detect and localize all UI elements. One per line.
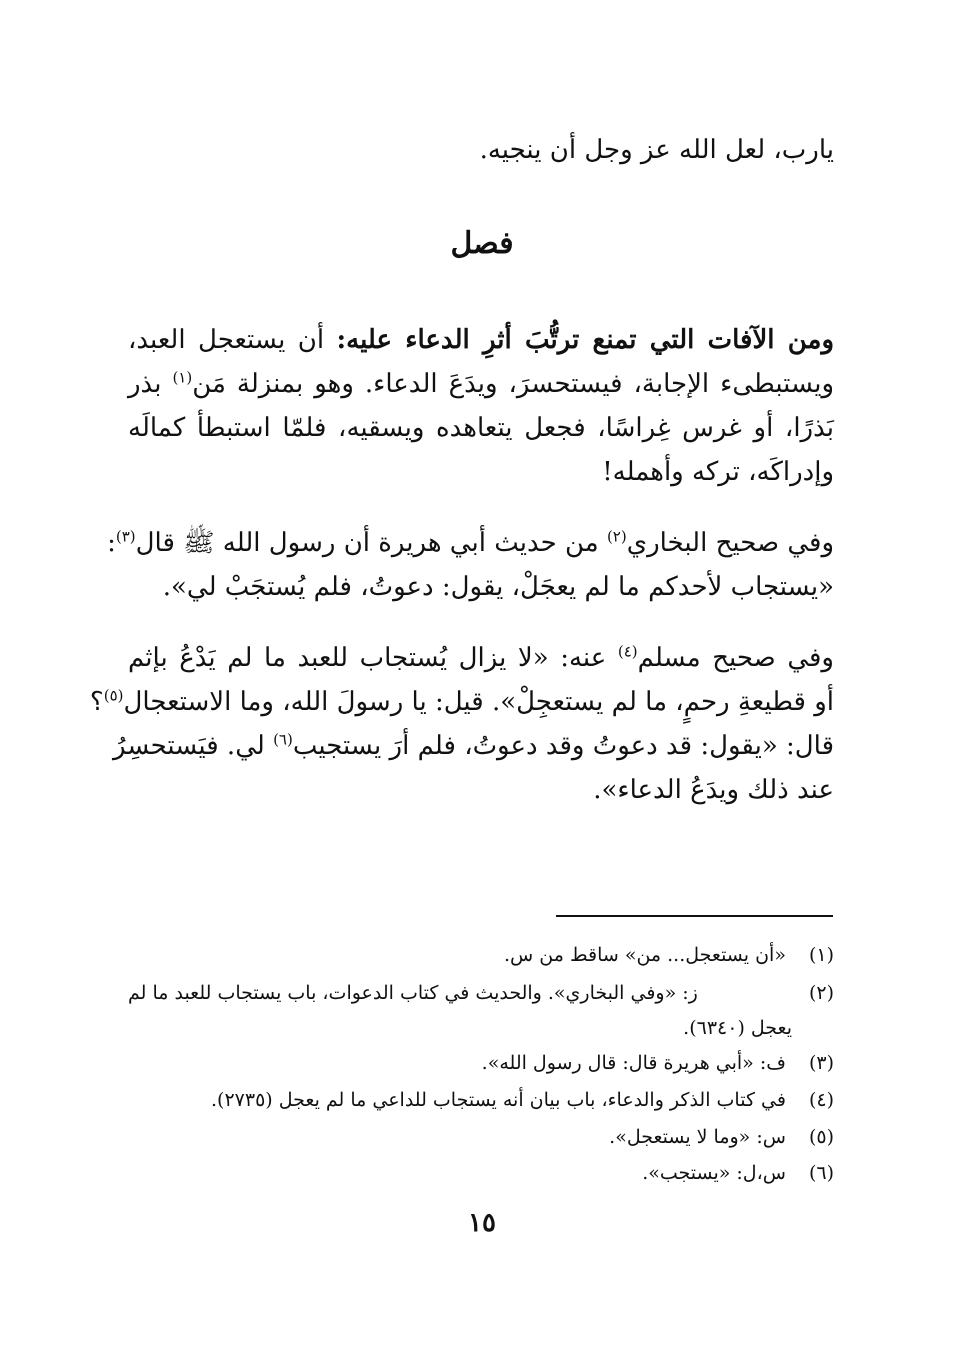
p3-line-1-a: وفي صحيح مسلم (637, 643, 834, 673)
p2-line-1-c: : (107, 528, 116, 558)
p3-line-1 (128, 638, 834, 678)
p1-line-2-a: ويستبطىء الإجابة، فيستحسرَ، ويدَعَ الدعاء. وهو بمنزلة مَن (192, 369, 835, 399)
footnote-6 (128, 1158, 834, 1188)
p2-line-2: «يستجاب لأحدكم ما لم يعجَلْ، يقول: دعوتُ، فلم يُستجَبْ لي». (162, 572, 834, 602)
footnote-2-continuation (128, 1013, 834, 1043)
footnote-5 (128, 1122, 834, 1152)
p1-line-2 (128, 364, 834, 404)
section-heading: فصل (450, 226, 514, 261)
p2-line-1 (107, 523, 834, 563)
p1-line-4: وإدراكَه، تركه وأهمله! (602, 457, 834, 487)
top-line: يارب، لعل الله عز وجل أن ينجيه. (479, 135, 834, 165)
footnote-ref-6[interactable]: (٦) (273, 730, 293, 749)
page-number: ١٥ (468, 1208, 496, 1238)
p1-bold-lead: ومن الآفات التي تمنع ترتُّبَ أثرِ الدعاء عليه: (336, 325, 835, 355)
p2-line-1-b: من حديث أبي هريرة أن رسول الله ﷺ قال (135, 528, 599, 558)
footnote-4 (128, 1085, 834, 1115)
footnote-ref-3[interactable]: (٣) (115, 527, 136, 546)
footnote-ref-1[interactable]: (١) (172, 368, 193, 387)
footnote-text: ف: «أبي هريرة قال: قال رسول الله». (481, 1052, 786, 1074)
footnote-text: «أن يستعجل... من» ساقط من س. (504, 944, 786, 966)
p3-line-2 (89, 682, 834, 722)
p3-line-3 (113, 726, 834, 766)
p2-line-1-a: وفي صحيح البخاري (626, 528, 834, 558)
footnote-number: (٦) (808, 1162, 834, 1184)
footnote-number: (٢) (808, 982, 834, 1004)
p3-line-3-b: لي. فيَستحسِرُ (113, 731, 265, 761)
footnote-text: في كتاب الذكر والدعاء، باب بيان أنه يستجاب للداعي ما لم يعجل (٢٧٣٥). (211, 1089, 786, 1111)
footnote-text: ز: «وفي البخاري». والحديث في كتاب الدعوات، باب يستجاب للعبد ما لم (128, 982, 698, 1004)
footnote-text: يعجل (٦٣٤٠). (683, 1017, 792, 1039)
footnote-number: (٣) (808, 1052, 834, 1074)
footnote-ref-5[interactable]: (٥) (103, 686, 124, 705)
footnote-1 (128, 940, 834, 970)
footnote-2 (128, 978, 834, 1008)
footnote-ref-4[interactable]: (٤) (617, 642, 638, 661)
p1-line-2-b: بذر (128, 369, 162, 399)
p1-line-1 (128, 320, 834, 360)
p3-line-3-a: قال: «يقول: قد دعوتُ وقد دعوتُ، فلم أرَ يستجيب (292, 731, 834, 761)
footnote-number: (٤) (808, 1089, 834, 1111)
p3-line-2-a: أو قطيعةِ رحمٍ، ما لم يستعجِلْ». قيل: يا رسولَ الله، وما الاستعجال (123, 687, 834, 717)
footnote-3 (128, 1048, 834, 1078)
p3-line-2-b: ؟ (89, 687, 104, 717)
p3-line-4: عند ذلك ويدَعُ الدعاء». (593, 775, 834, 805)
p1-line-3: بَذرًا، أو غرس غِراسًا، فجعل يتعاهده ويسقيه، فلمّا استبطأ كمالَه (128, 413, 834, 443)
footnote-ref-2[interactable]: (٢) (606, 527, 627, 546)
footnote-separator (556, 915, 833, 917)
footnote-number: (١) (808, 944, 834, 966)
p3-line-1-b: عنه: «لا يزال يُستجاب للعبد ما لم يَدْعُ بإثم (128, 643, 607, 673)
footnote-text: س: «وما لا يستعجل». (609, 1126, 786, 1148)
footnote-number: (٥) (808, 1126, 834, 1148)
p1-line-1-rest: أن يستعجل العبد، (128, 325, 325, 355)
footnote-text: س،ل: «يستجب». (642, 1162, 786, 1184)
